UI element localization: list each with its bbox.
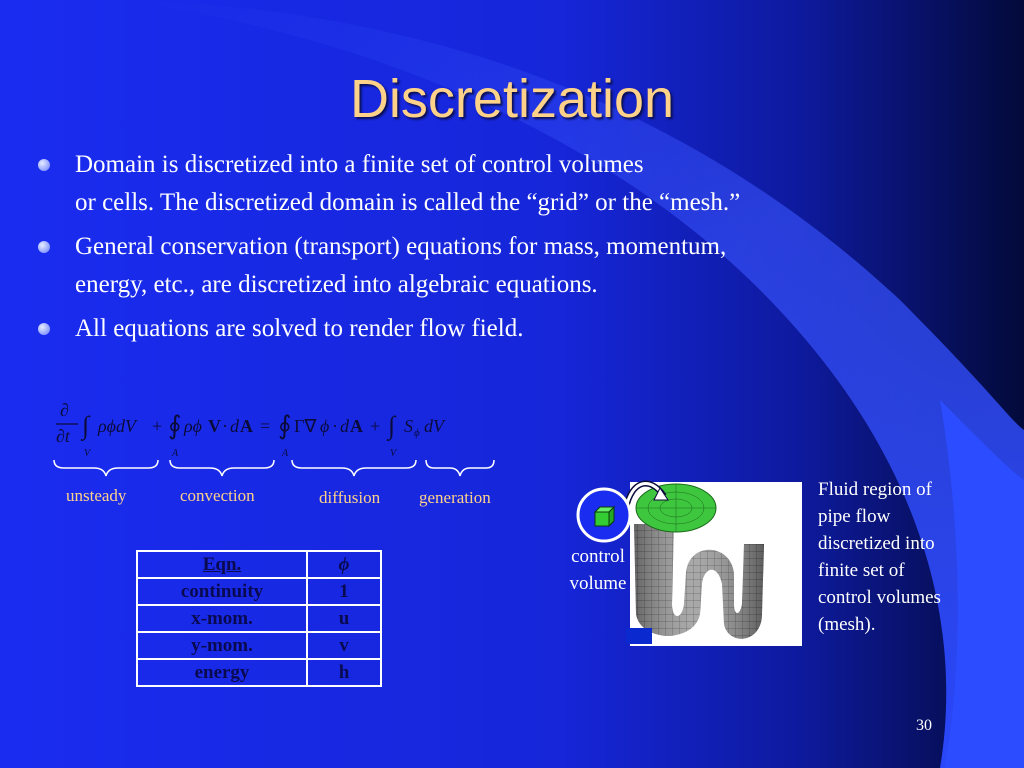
svg-text:A: A: [172, 448, 179, 459]
bullet-line: energy, etc., are discretized into algebraic equations.: [75, 271, 598, 298]
table-header-eqn: Eqn.: [137, 551, 307, 578]
caption-line: pipe flow: [818, 506, 891, 527]
svg-text:V: V: [208, 416, 221, 436]
svg-text:·: ·: [332, 416, 338, 436]
svg-text:+: +: [152, 416, 163, 436]
svg-text:·: ·: [222, 416, 228, 436]
caption-line: control volumes: [818, 587, 941, 608]
term-label-unsteady: unsteady: [66, 486, 127, 505]
table-cell-eqn: continuity: [137, 578, 307, 605]
svg-text:S: S: [404, 416, 413, 436]
control-volume-line: control: [571, 546, 625, 567]
svg-text:∮: ∮: [168, 411, 182, 440]
table-cell-var: u: [307, 605, 381, 632]
svg-text:A: A: [350, 416, 363, 436]
table-row: [137, 632, 381, 659]
svg-text:A: A: [282, 448, 289, 459]
svg-text:ϕ: ϕ: [414, 427, 420, 439]
control-volume-icon: [575, 486, 633, 544]
table-header-row: [137, 551, 381, 578]
svg-text:d: d: [340, 416, 349, 436]
svg-text:+: +: [370, 416, 381, 436]
term-label-diffusion: diffusion: [319, 488, 381, 507]
brace-diffusion: [292, 460, 416, 476]
svg-text:A: A: [240, 416, 253, 436]
caption-line: (mesh).: [818, 614, 876, 635]
transport-equation: [48, 398, 508, 478]
brace-convection: [170, 460, 274, 476]
bullet-line: General conservation (transport) equations for mass, momentum,: [75, 233, 727, 260]
bullet-item: [38, 228, 918, 304]
caption-line: discretized into: [818, 533, 935, 554]
control-volume-line: volume: [569, 573, 627, 594]
bullet-item: [38, 146, 918, 222]
brace-unsteady: [54, 460, 158, 476]
bullet-line: All equations are solved to render flow field.: [75, 315, 524, 342]
term-label-generation: generation: [419, 488, 491, 507]
svg-text:∫: ∫: [82, 411, 90, 440]
table-row: [137, 605, 381, 632]
figure-caption: [818, 476, 988, 638]
caption-line: Fluid region of: [818, 479, 932, 500]
bullet-item: [38, 310, 918, 348]
svg-text:V: V: [390, 448, 397, 459]
table-cell-eqn: x-mom.: [137, 605, 307, 632]
table-row: [137, 578, 381, 605]
caption-line: finite set of: [818, 560, 905, 581]
bullet-dot-icon: [38, 241, 50, 253]
svg-text:=: =: [260, 416, 271, 436]
svg-text:ρϕdV: ρϕdV: [98, 416, 136, 436]
table-cell-eqn: y-mom.: [137, 632, 307, 659]
slide-title: Discretization: [349, 69, 675, 129]
table-header-phi: ϕ: [307, 551, 381, 578]
table-cell-var: 1: [307, 578, 381, 605]
svg-text:dV: dV: [424, 416, 444, 436]
term-label-convection: convection: [180, 486, 255, 505]
bullet-list: [38, 146, 918, 354]
svg-text:ϕ: ϕ: [320, 416, 330, 436]
page-number: 30: [916, 717, 932, 734]
partial-t: ∂t: [56, 426, 70, 446]
svg-text:∫: ∫: [388, 411, 396, 440]
table-row: [137, 659, 381, 686]
svg-text:ρϕ: ρϕ: [184, 416, 202, 436]
svg-text:Γ∇: Γ∇: [294, 416, 317, 436]
bullet-line: Domain is discretized into a finite set of control volumes: [75, 151, 644, 178]
table-cell-var: v: [307, 632, 381, 659]
control-volume-label: [558, 543, 638, 597]
svg-text:d: d: [230, 416, 239, 436]
bullet-dot-icon: [38, 323, 50, 335]
partial-symbol: ∂: [60, 400, 69, 420]
svg-text:V: V: [84, 448, 91, 459]
table-cell-var: h: [307, 659, 381, 686]
table-cell-eqn: energy: [137, 659, 307, 686]
variable-table: [136, 550, 382, 687]
bullet-dot-icon: [38, 159, 50, 171]
brace-generation: [426, 460, 494, 476]
bullet-line: or cells. The discretized domain is called the “grid” or the “mesh.”: [75, 189, 741, 216]
svg-text:∮: ∮: [278, 411, 292, 440]
